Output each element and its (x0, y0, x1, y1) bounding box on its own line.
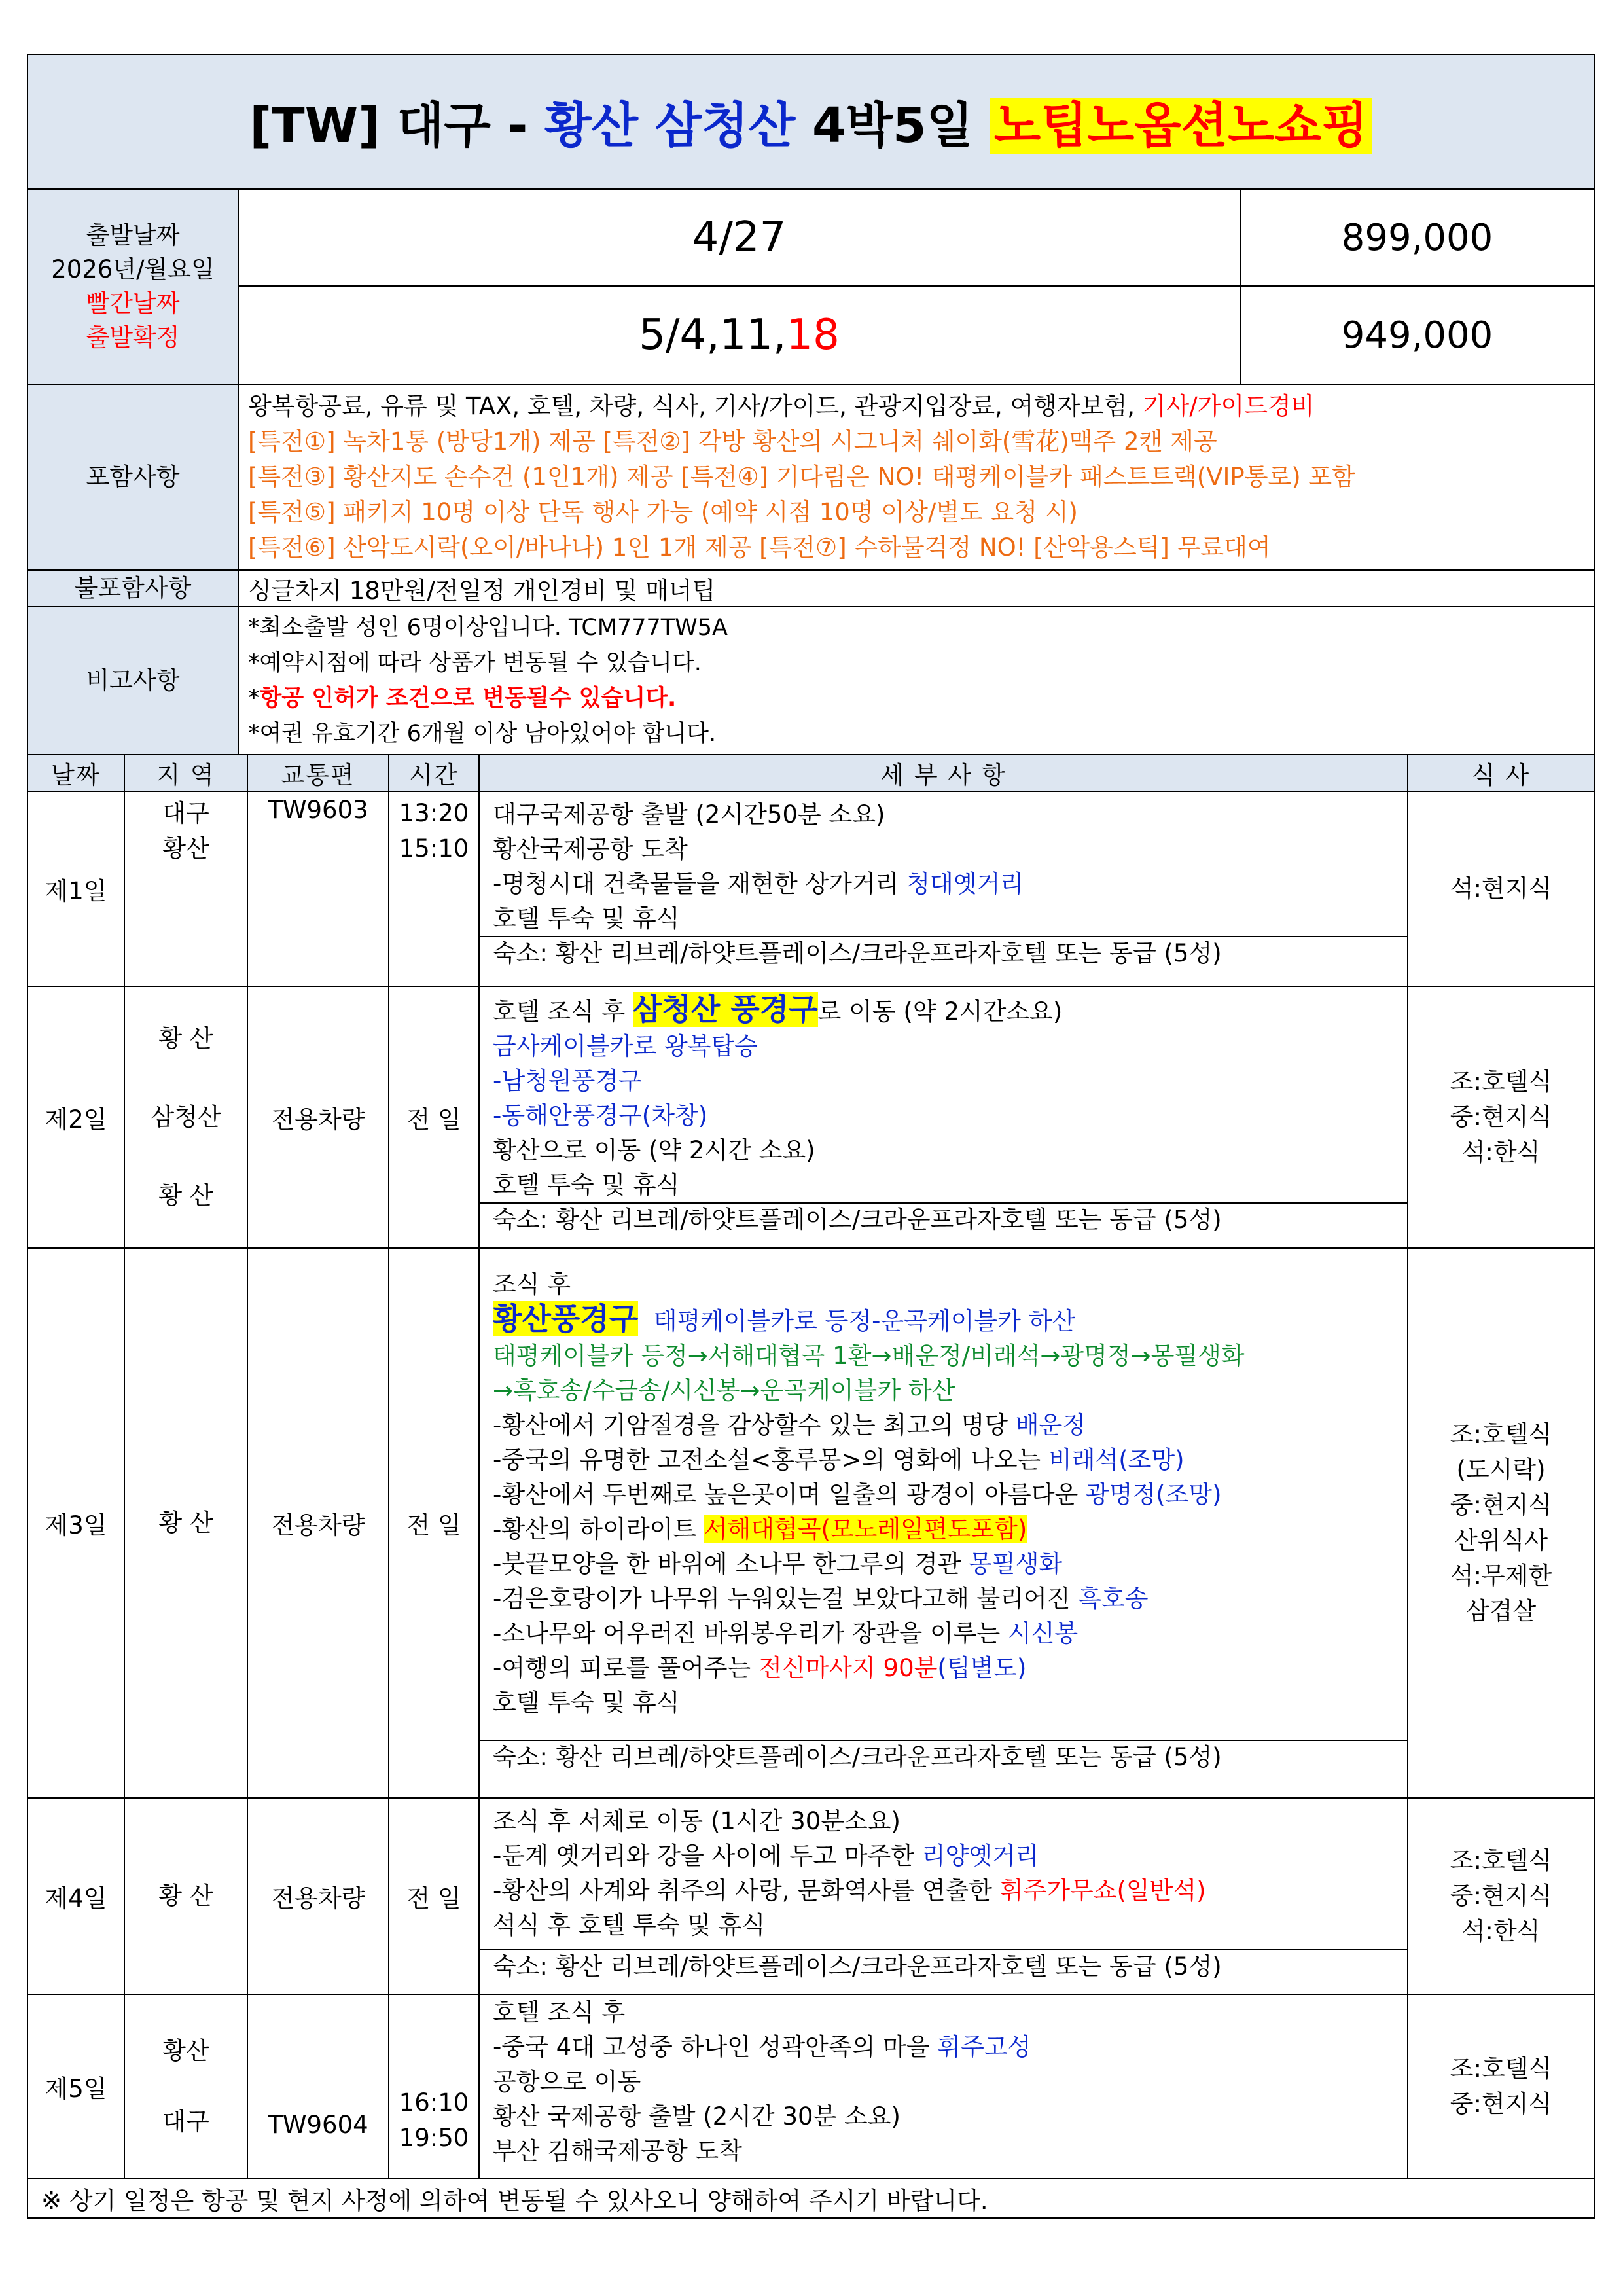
detail-line (493, 1839, 1394, 1873)
departure-price: 899,000 (1240, 189, 1594, 286)
detail-text: -중국 4대 고성중 하나인 성곽안족의 마을 (493, 2033, 938, 2061)
meal-item: 중:현지식 (1450, 1103, 1552, 1131)
attraction-name: 비래석(조망) (1048, 1446, 1185, 1474)
header-transport: 교통편 (247, 755, 389, 791)
detail-text: -중국의 유명한 고전소설<홍루몽>의 영화에 나오는 (493, 1446, 1048, 1474)
departure-label-line: 출발날짜 (86, 221, 180, 249)
schedule-header (27, 755, 1594, 791)
meal-item: 석:한식 (1461, 1917, 1541, 1945)
detail-line: 조식 후 (493, 1270, 571, 1299)
transport-type: 전용차량 (247, 986, 389, 1248)
region-name: 황산 (162, 2037, 209, 2065)
route-line: 태평케이블카 등정→서해대협곡 1환→배운정/비래석→광명정→몽필생화 (493, 1342, 1245, 1370)
detail-line (493, 1512, 1394, 1547)
meal-item: 삼겹살 (1465, 1597, 1537, 1625)
day-label: 제2일 (27, 986, 124, 1248)
day-details (479, 1994, 1408, 2179)
attraction-name: 광명정(조망) (1085, 1480, 1222, 1509)
benefit-line: [특전⑤] 패키지 10명 이상 단독 행사 가능 (예약 시점 10명 이상/별도 요청 시) (248, 498, 1078, 526)
page-title (27, 54, 1594, 189)
header-meals: 식 사 (1408, 755, 1594, 791)
header-details: 세 부 사 항 (479, 755, 1408, 791)
itinerary-sheet (27, 54, 1594, 2219)
day-label: 제5일 (27, 1994, 124, 2179)
departure-dates (238, 189, 1240, 286)
detail-text: -명청시대 건축물들을 재현한 상가거리 (493, 870, 907, 898)
benefit-line: [특전③] 황산지도 손수건 (1인1개) 제공 [특전④] 기다림은 NO! 태평케이블카 패스트트랙(VIP통로) 포함 (248, 463, 1355, 491)
detail-text: -검은호랑이가 나무위 누워있는걸 보았다고해 불리어진 (493, 1585, 1079, 1613)
day-label: 제3일 (27, 1248, 124, 1798)
meal-item: 중:현지식 (1450, 2090, 1552, 2118)
detail-line (493, 1616, 1394, 1651)
region-name: 황 산 (158, 1181, 213, 1210)
detail-text: -붓끝모양을 한 바위에 소나무 한그루의 경관 (493, 1550, 969, 1578)
detail-line (493, 1477, 1394, 1512)
attraction-name: 몽필생화 (969, 1550, 1063, 1578)
meal-item: 조:호텔식 (1450, 1067, 1552, 1096)
info-table (27, 54, 1595, 755)
region-name: 대구 (162, 799, 209, 827)
time-value: 전 일 (389, 1798, 479, 1994)
route-line: →흑호송/수금송/시신봉→운곡케이블카 하산 (493, 1376, 955, 1405)
day-region (124, 1994, 247, 2179)
day-details (479, 986, 1408, 1248)
meal-item: 중:현지식 (1450, 1491, 1552, 1519)
day-row-4 (27, 1798, 1594, 1994)
highlight-attraction: 삼청산 풍경구 (633, 992, 818, 1027)
attraction-name: 배운정 (1015, 1411, 1086, 1439)
detail-line (493, 1408, 1394, 1443)
day-label: 제1일 (27, 791, 124, 986)
remark-line (248, 681, 1584, 716)
remarks-label: 비고사항 (27, 607, 238, 755)
detail-text: -둔계 옛거리와 강을 사이에 두고 마주한 (493, 1842, 922, 1870)
day-meals (1408, 1798, 1594, 1994)
includes-line (248, 389, 1584, 424)
departure-price: 949,000 (1240, 286, 1594, 384)
remark-star: * (248, 685, 260, 711)
detail-text: -황산에서 기암절경을 감상할수 있는 최고의 명당 (493, 1411, 1016, 1439)
benefit-line: [특전①] 녹차1통 (방당1개) 제공 [특전②] 각방 황산의 시그니처 쉐이화(雪花)맥주 2캔 제공 (248, 427, 1217, 456)
meal-item: 석:한식 (1461, 1138, 1541, 1166)
day-meals (1408, 1248, 1594, 1798)
departure-red-label: 출발확정 (86, 323, 180, 351)
remarks-content (238, 607, 1594, 755)
day-region (124, 791, 247, 986)
header-time: 시간 (389, 755, 479, 791)
meal-item: 석:무제한 (1450, 1562, 1552, 1590)
day-label: 제4일 (27, 1798, 124, 1994)
includes-text: 왕복항공료, 유류 및 TAX, 호텔, 차량, 식사, 기사/가이드, 관광지입장료, 여행자보험, (248, 392, 1143, 420)
includes-fee: 기사/가이드경비 (1142, 392, 1315, 420)
attraction-name: 시신봉 (1008, 1619, 1079, 1647)
day-row-5 (27, 1994, 1594, 2179)
footer-notice: ※ 상기 일정은 항공 및 현지 사정에 의하여 변동될 수 있사오니 양해하여 주시기 바랍니다. (27, 2179, 1594, 2218)
detail-line (493, 1651, 1394, 1685)
detail-line (493, 1302, 1394, 1338)
title-prefix: [TW] 대구 - (249, 98, 545, 154)
detail-line: 조식 후 서체로 이동 (1시간 30분소요) (493, 1807, 901, 1835)
time-value: 16:10 (399, 2089, 469, 2117)
includes-content (238, 384, 1594, 570)
detail-line (493, 867, 1394, 901)
dates-confirmed: 18 (786, 311, 840, 359)
detail-text: 로 이동 (약 2시간소요) (817, 997, 1063, 1026)
schedule-table (27, 754, 1595, 2219)
attraction-name: -동해안풍경구(차창) (493, 1102, 708, 1130)
region-name: 대구 (162, 2108, 209, 2136)
detail-line: 황산으로 이동 (약 2시간 소요) (493, 1136, 815, 1164)
excludes-content: 싱글차지 18만원/전일정 개인경비 및 매너팁 (238, 570, 1594, 607)
day-region (124, 986, 247, 1248)
highlight-attraction: 서해대협곡(모노레일편도포함) (704, 1515, 1027, 1543)
region-name: 황 산 (124, 1798, 247, 1994)
day-times (389, 1994, 479, 2179)
day-details (479, 791, 1408, 986)
meal-item: 석:현지식 (1450, 874, 1552, 903)
detail-line (493, 1873, 1394, 1908)
title-destination: 황산 삼청산 (544, 98, 796, 154)
massage-item: 전신마사지 90분 (758, 1654, 938, 1682)
attraction-name: 금사케이블카로 왕복탑승 (493, 1032, 758, 1060)
remark-warning: 항공 인허가 조건으로 변동될수 있습니다. (259, 685, 677, 711)
tip-note: (팁별도) (937, 1654, 1027, 1682)
detail-text: -황산의 사계와 취주의 사랑, 문화역사를 연출한 (493, 1876, 1000, 1905)
time-value: 전 일 (389, 986, 479, 1248)
dates-text: 5/4,11, (639, 311, 787, 359)
attraction-name: 흑호송 (1078, 1585, 1149, 1613)
title-badge: 노팁노옵션노쇼핑 (990, 98, 1372, 154)
excludes-label: 불포함사항 (27, 570, 238, 607)
meal-item: 조:호텔식 (1450, 1846, 1552, 1874)
detail-line: 호텔 조식 후 (493, 1998, 626, 2026)
day-row-3 (27, 1248, 1594, 1798)
includes-label: 포함사항 (27, 384, 238, 570)
day-details (479, 1798, 1408, 1994)
meal-item: 산위식사 (1454, 1526, 1548, 1554)
attraction-name: 리양옛거리 (921, 1842, 1039, 1870)
hotel-line: 숙소: 황산 리브레/하얏트플레이스/크라운프라자호텔 또는 동급 (5성) (480, 1202, 1407, 1236)
departure-red-label: 빨간날짜 (86, 289, 180, 317)
hotel-line: 숙소: 황산 리브레/하얏트플레이스/크라운프라자호텔 또는 동급 (5성) (480, 936, 1407, 970)
meal-item: 조:호텔식 (1450, 2054, 1552, 2083)
remark-line: *여권 유효기간 6개월 이상 남아있어야 합니다. (248, 721, 717, 747)
attraction-name: -남청원풍경구 (493, 1067, 642, 1095)
day-times (389, 791, 479, 986)
detail-text: -여행의 피로를 풀어주는 (493, 1654, 759, 1682)
detail-line: 석식 후 호텔 투숙 및 휴식 (493, 1911, 766, 1939)
hotel-line: 숙소: 황산 리브레/하얏트플레이스/크라운프라자호텔 또는 동급 (5성) (480, 1740, 1407, 1774)
region-name: 황산 (162, 834, 209, 863)
detail-line: 대구국제공항 출발 (2시간50분 소요) (493, 800, 885, 829)
region-name: 황 산 (158, 1024, 213, 1052)
detail-line (493, 1547, 1394, 1581)
detail-text: -황산에서 두번째로 높은곳이며 일출의 광경이 아름다운 (493, 1480, 1086, 1509)
region-name: 삼청산 (151, 1103, 221, 1131)
day-meals (1408, 791, 1594, 986)
meal-item: 중:현지식 (1450, 1882, 1552, 1910)
dates-text: 4/27 (692, 213, 787, 262)
detail-line: 공항으로 이동 (493, 2068, 641, 2096)
show-item: 휘주가무쇼(일반석) (999, 1876, 1206, 1905)
detail-line (493, 2030, 1394, 2064)
transport-type: 전용차량 (247, 1248, 389, 1798)
day-meals (1408, 1994, 1594, 2179)
detail-text: 호텔 조식 후 (493, 997, 633, 1026)
detail-line (493, 1581, 1394, 1616)
transport-type: 전용차량 (247, 1798, 389, 1994)
departure-label-line: 2026년/월요일 (51, 255, 215, 283)
header-date: 날짜 (27, 755, 124, 791)
benefit-line: [특전⑥] 산악도시락(오이/바나나) 1인 1개 제공 [특전⑦] 수하물걱정 NO! [산악용스틱] 무료대여 (248, 533, 1271, 562)
day-row-2 (27, 986, 1594, 1248)
attraction-name: 태평케이블카로 등정-운곡케이블카 하산 (638, 1307, 1076, 1335)
time-value: 19:50 (399, 2124, 469, 2152)
departure-label (27, 189, 238, 384)
detail-line: 호텔 투숙 및 휴식 (493, 1171, 680, 1199)
attraction-name: 청대옛거리 (906, 870, 1024, 898)
remark-line: *최소출발 성인 6명이상입니다. TCM777TW5A (248, 615, 728, 641)
meal-item: 조:호텔식 (1450, 1420, 1552, 1448)
time-value: 13:20 (399, 799, 469, 827)
detail-line: 호텔 투숙 및 휴식 (493, 1689, 680, 1717)
time-value: 전 일 (389, 1248, 479, 1798)
flight-number: TW9604 (247, 1994, 389, 2179)
region-name: 황 산 (124, 1248, 247, 1798)
attraction-name: 휘주고성 (937, 2033, 1031, 2061)
detail-line: 황산국제공항 도착 (493, 835, 688, 863)
detail-line (493, 1443, 1394, 1477)
header-region: 지 역 (124, 755, 247, 791)
detail-line: 황산 국제공항 출발 (2시간 30분 소요) (493, 2102, 901, 2130)
highlight-attraction: 황산풍경구 (493, 1301, 639, 1336)
day-meals (1408, 986, 1594, 1248)
detail-line (493, 992, 1394, 1029)
day-details (479, 1248, 1408, 1798)
day-row-1 (27, 791, 1594, 986)
remark-line: *예약시점에 따라 상품가 변동될 수 있습니다. (248, 650, 702, 676)
detail-line: 부산 김해국제공항 도착 (493, 2137, 742, 2165)
detail-text: -황산의 하이라이트 (493, 1515, 704, 1543)
flight-number: TW9603 (247, 791, 389, 986)
detail-text: -소나무와 어우러진 바위봉우리가 장관을 이루는 (493, 1619, 1008, 1647)
meal-item: (도시락) (1456, 1456, 1546, 1484)
hotel-line: 숙소: 황산 리브레/하얏트플레이스/크라운프라자호텔 또는 동급 (5성) (480, 1949, 1407, 1983)
detail-line: 호텔 투숙 및 휴식 (493, 905, 680, 933)
departure-dates (238, 286, 1240, 384)
title-duration: 4박5일 (795, 98, 990, 154)
time-value: 15:10 (399, 834, 469, 863)
